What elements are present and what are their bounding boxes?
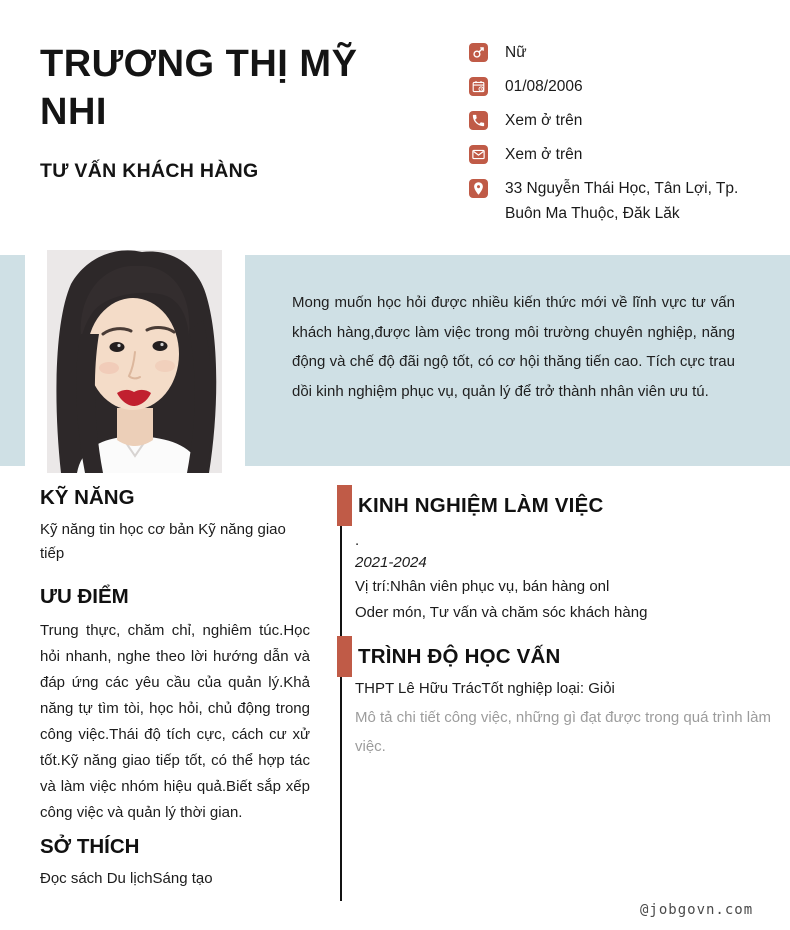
profile-photo [47,250,222,473]
skills-text: Kỹ năng tin học cơ bản Kỹ năng giao tiếp [40,521,286,562]
right-column [337,485,790,761]
strengths-heading: ƯU ĐIỂM [40,585,129,608]
strengths-text: Trung thực, chăm chỉ, nghiêm túc.Học hỏi nhanh, nghe theo lời hướng dẫn và đáp ứng các yêu cầu của quản lý.Khả năng tự tìm tòi, học hỏi, chủ động trong công việc.Thái độ tích cực, cách cư xử tốt.Kỹ năng giao tiếp tốt, có thể hợp tác và làm việc nhóm hiệu quả.Biết sắp xếp công việc và quản lý thời gian. [40,622,310,821]
calendar-icon [469,77,488,96]
education-heading: TRÌNH ĐỘ HỌC VẤN [358,644,561,668]
candidate-name: TRƯƠNG THỊ MỸ NHI [40,43,358,133]
job-title: TƯ VẤN KHÁCH HÀNG [40,160,259,182]
objective-panel [245,255,790,466]
address-value: 33 Nguyễn Thái Học, Tân Lợi, Tp. Buôn Ma Thuộc, Đăk Lăk [505,180,739,222]
left-column [40,485,310,891]
experience-company: . [355,532,360,549]
accent-bar [337,636,352,677]
birthdate-value: 01/08/2006 [505,78,583,95]
email-icon [469,145,488,164]
experience-period: 2021-2024 [355,554,427,571]
phone-value: Xem ở trên [505,112,583,129]
contact-row-gender [469,40,774,65]
portrait-illustration [47,250,222,473]
gender-value: Nữ [505,44,527,61]
email-value: Xem ở trên [505,146,583,163]
education-note: Mô tả chi tiết công việc, những gì đạt được trong quá trình làm việc. [355,709,771,755]
watermark: @jobgovn.com [640,902,754,918]
contact-row-email [469,142,774,167]
experience-section-head [337,485,790,526]
hobbies-text: Đọc sách Du lịchSáng tạo [40,870,213,887]
education-school: THPT Lê Hữu TrácTốt nghiệp loại: Giỏi [355,680,615,697]
phone-icon [469,111,488,130]
education-section-head [337,636,790,677]
accent-bar [337,485,352,526]
experience-description: Oder món, Tư vấn và chăm sóc khách hàng [355,604,648,621]
contact-row-birthdate [469,74,774,99]
gender-icon [469,43,488,62]
location-icon [469,179,488,198]
contact-row-address [469,176,774,226]
experience-position: Vị trí:Nhân viên phục vụ, bán hàng onl [355,578,610,595]
contact-block [469,40,774,226]
experience-heading: KINH NGHIỆM LÀM VIỆC [358,493,604,517]
left-accent-strip [0,255,25,466]
objective-text: Mong muốn học hỏi được nhiều kiến thức mới về lĩnh vực tư vấn khách hàng,được làm việc trong môi trường chuyên nghiệp, năng động và chế độ đãi ngộ tốt, có cơ hội thăng tiến cao. Tích cực trau dồi kinh nghiệm phục vụ, quản lý để trở thành nhân viên ưu tú. [292,294,735,400]
contact-row-phone [469,108,774,133]
skills-heading: KỸ NĂNG [40,486,135,509]
hobbies-heading: SỞ THÍCH [40,835,140,858]
